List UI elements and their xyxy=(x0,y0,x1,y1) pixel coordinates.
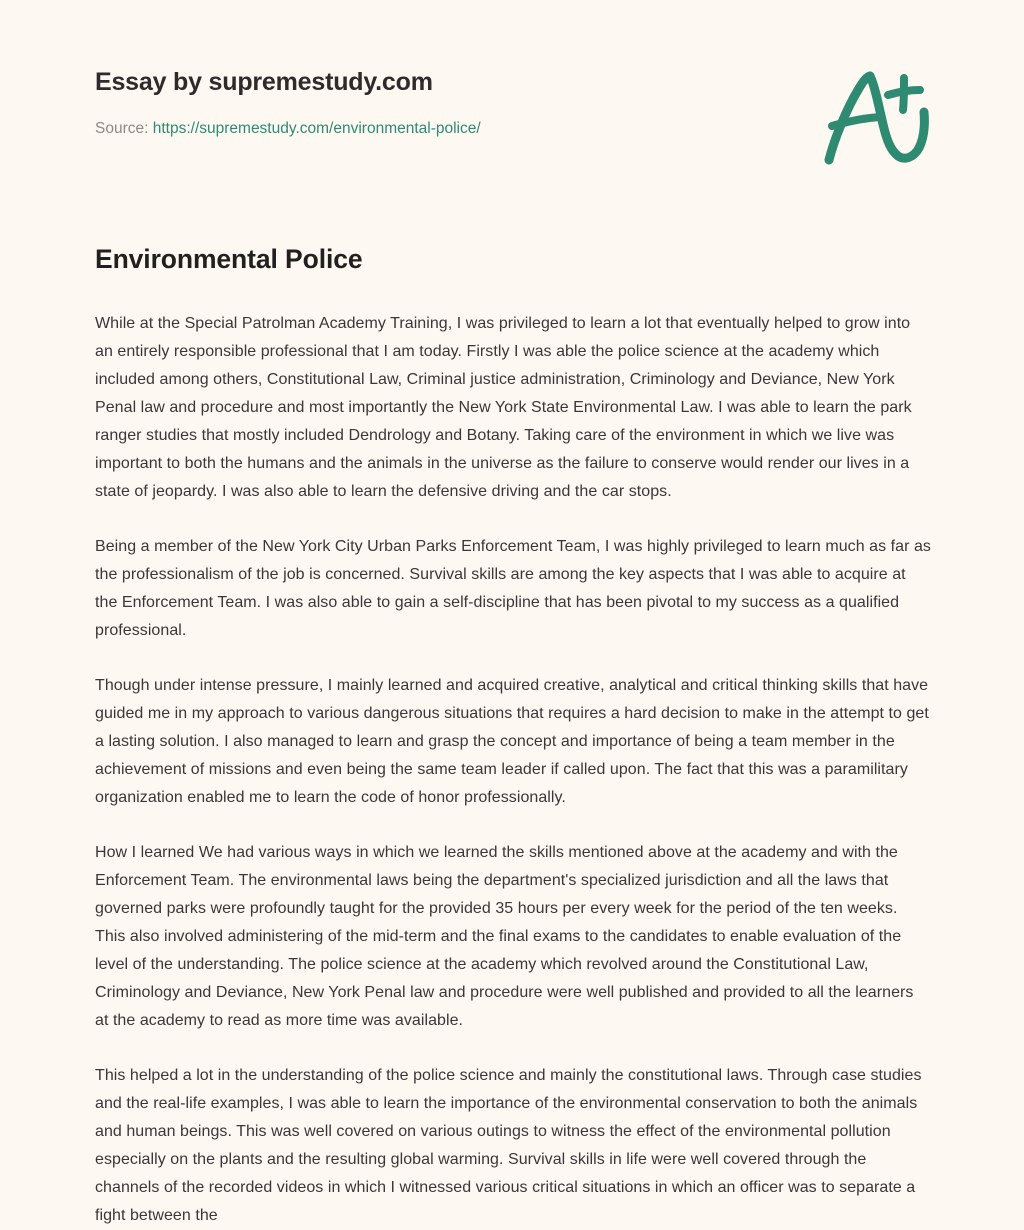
a-plus-logo xyxy=(812,62,940,174)
a-plus-logo-icon xyxy=(812,62,940,174)
article xyxy=(95,244,931,1230)
brand-byline: Essay by supremestudy.com xyxy=(95,68,433,96)
page-header xyxy=(0,0,1024,200)
article-paragraph: Though under intense pressure, I mainly learned and acquired creative, analytical and critical thinking skills that have guided me in my approach to various dangerous situations that requires a hard decision to make in the attempt to get a lasting solution. I also managed to learn and grasp the concept and importance of being a team member in the achievement of missions and even being the same team leader if called upon. The fact that this was a paramilitary organization enabled me to learn the code of honor professionally. xyxy=(95,676,929,806)
article-paragraph: How I learned We had various ways in which we learned the skills mentioned above at the academy and with the Enforcement Team. The environmental laws being the department's specialized jurisdiction and all the laws that governed parks were profoundly taught for the provided 35 hours per every week for the period of the ten weeks. This also involved administering of the mid-term and the final exams to the candidates to enable evaluation of the level of the understanding. The police science at the academy which revolved around the Constitutional Law, Criminology and Deviance, New York Penal law and procedure were well published and provided to all the learners at the academy to read as more time was available. xyxy=(95,843,914,1029)
article-paragraph: Being a member of the New York City Urban Parks Enforcement Team, I was highly privileged to learn much as far as the professionalism of the job is concerned. Survival skills are among the key aspects that I was able to acquire at the Enforcement Team. I was also able to gain a self-discipline that has been pivotal to my success as a qualified professional. xyxy=(95,537,931,639)
article-paragraph: While at the Special Patrolman Academy Training, I was privileged to learn a lot that eventually helped to grow into an entirely responsible professional that I am today. Firstly I was able the police science at the academy which included among others, Constitutional Law, Criminal justice administration, Criminology and Deviance, New York Penal law and procedure and most importantly the New York State Environmental Law. I was able to learn the park ranger studies that mostly included Dendrology and Botany. Taking care of the environment in which we live was important to both the humans and the animals in the universe as the failure to conserve would render our lives in a state of jeopardy. I was also able to learn the defensive driving and the car stops. xyxy=(95,314,912,500)
article-paragraph: This helped a lot in the understanding of the police science and mainly the constitutional laws. Through case studies and the real-life examples, I was able to learn the importance of the environmental conservation to both the animals and human beings. This was well covered on various outings to witness the effect of the environmental pollution especially on the plants and the resulting global warming. Survival skills in life were well covered through the channels of the recorded videos in which I witnessed various critical situations in which an officer was to separate a fight between the xyxy=(95,1066,922,1224)
article-body xyxy=(95,310,931,1230)
source-line xyxy=(95,120,481,139)
page-title: Environmental Police xyxy=(95,244,363,274)
source-label: Source: xyxy=(95,120,149,137)
source-url-link[interactable]: https://supremestudy.com/environmental-police/ xyxy=(152,120,481,137)
